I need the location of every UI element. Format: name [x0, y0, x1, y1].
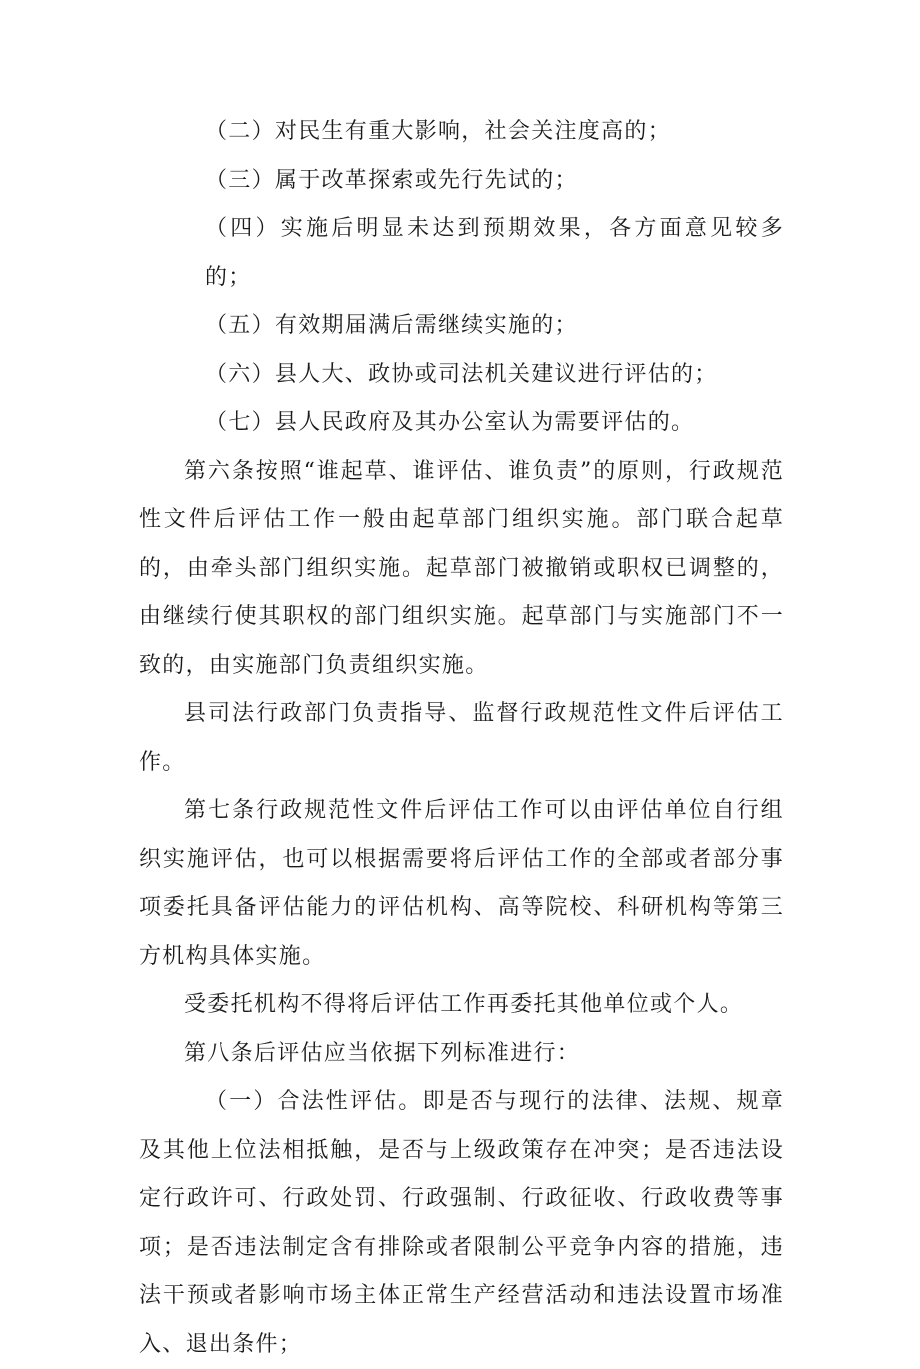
- article-8-intro: 第八条后评估应当依据下列标准进行：: [184, 1040, 581, 1066]
- article-8-item-1: （一）合法性评估。即是否与现行的法律、法规、规章及其他上位法相抵触，是否与上级政策存在冲突；是否违法设定行政许可、行政处罚、行政强制、行政征收、行政收费等事项；是否违法制定含有排除或者限制公平竞争内容的措施，违法干预或者影响市场主体正常生产经营活动和违法设置市场准入、退出条件；: [139, 1089, 784, 1357]
- article-6-supervision-paragraph: 县司法行政部门负责指导、监督行政规范性文件后评估工作。: [139, 701, 784, 775]
- list-item-5: （五）有效期届满后需继续实施的；: [205, 313, 578, 338]
- article-7-restriction-paragraph: 受委托机构不得将后评估工作再委托其他单位或个人。: [184, 992, 744, 1017]
- list-item-4: （四）实施后明显未达到预期效果，各方面意见较多的；: [205, 216, 784, 290]
- list-item-7: （七）县人民政府及其办公室认为需要评估的。: [205, 410, 695, 435]
- list-item-6: （六）县人大、政协或司法机关建议进行评估的；: [205, 361, 718, 387]
- article-6-paragraph: 第六条按照“谁起草、谁评估、谁负责”的原则，行政规范性文件后评估工作一般由起草部门组织实施。部门联合起草的，由牵头部门组织实施。起草部门被撤销或职权已调整的，由继续行使其职权的部门组织实施。起草部门与实施部门不一致的，由实施部门负责组织实施。: [139, 458, 784, 678]
- list-item-2: （二）对民生有重大影响，社会关注度高的；: [205, 119, 672, 144]
- article-7-paragraph: 第七条行政规范性文件后评估工作可以由评估单位自行组织实施评估，也可以根据需要将后评估工作的全部或者部分事项委托具备评估能力的评估机构、高等院校、科研机构等第三方机构具体实施。: [139, 798, 784, 969]
- document-body: [139, 108, 784, 1369]
- list-item-3: （三）属于改革探索或先行先试的；: [205, 167, 578, 193]
